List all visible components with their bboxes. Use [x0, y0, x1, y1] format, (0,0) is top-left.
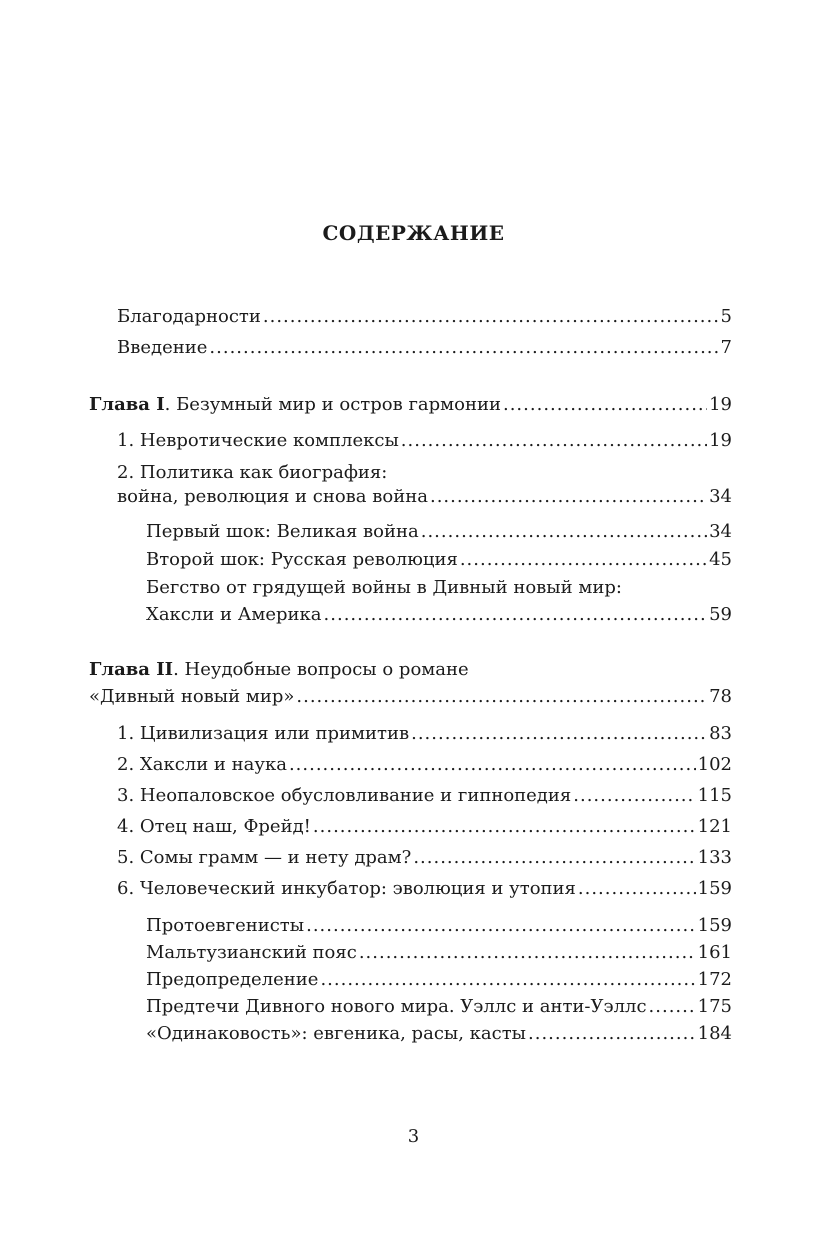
toc-entry-2-3[interactable] — [117, 784, 732, 808]
toc-leader-dots — [296, 685, 707, 709]
toc-leader-dots — [411, 722, 707, 746]
toc-entry-1-1[interactable] — [117, 429, 732, 453]
toc-entry-label: 4. Отец наш, Фрейд! — [117, 816, 311, 837]
toc-entry-page: 59 — [709, 604, 732, 625]
toc-leader-dots — [313, 815, 696, 839]
toc-chapter-heading — [89, 393, 501, 417]
page-number: 3 — [407, 1126, 420, 1147]
toc-leader-dots — [401, 429, 707, 453]
toc-subentry-precursors[interactable] — [146, 995, 732, 1019]
toc-leader-dots — [263, 305, 719, 329]
toc-entry-label: 1. Невротические комплексы — [117, 430, 399, 451]
toc-entry-label: война, революция и снова война — [117, 486, 428, 507]
toc-leader-dots — [320, 968, 695, 992]
toc-entry-page: 161 — [697, 942, 732, 963]
toc-entry-page: 102 — [697, 754, 732, 775]
toc-subentry-sameness[interactable] — [146, 1022, 732, 1046]
toc-leader-dots — [209, 336, 718, 360]
toc-entry-label: 1. Цивилизация или примитив — [117, 723, 410, 744]
toc-entry-label: Первый шок: Великая война — [146, 521, 419, 542]
toc-entry-page: 7 — [720, 337, 732, 358]
toc-leader-dots — [460, 548, 707, 572]
toc-entry-label: 2. Хаксли и наука — [117, 754, 287, 775]
toc-entry-page: 175 — [697, 996, 732, 1017]
toc-leader-dots — [324, 603, 708, 627]
toc-entry-label: Хаксли и Америка — [146, 604, 322, 625]
toc-chapter-title: . Неудобные вопросы о романе — [173, 659, 469, 680]
toc-entry-label: «Одинаковость»: евгеника, расы, касты — [146, 1023, 527, 1044]
toc-chapter-title: . Безумный мир и остров гармонии — [164, 394, 501, 415]
toc-entry-label: 6. Человеческий инкубатор: эволюция и утопия — [117, 878, 576, 899]
toc-entry-label: Введение — [117, 337, 208, 358]
toc-leader-dots — [649, 995, 696, 1019]
toc-subentry-second-shock[interactable] — [146, 548, 732, 572]
toc-leader-dots — [306, 914, 696, 938]
toc-entry-page: 184 — [697, 1023, 732, 1044]
toc-entry-introduction[interactable] — [117, 336, 732, 360]
toc-entry-2-6[interactable] — [117, 877, 732, 901]
toc-entry-page: 34 — [709, 486, 732, 507]
toc-entry-label: Протоевгенисты — [146, 915, 305, 936]
toc-leader-dots — [430, 485, 707, 509]
toc-entry-page: 133 — [697, 847, 732, 868]
toc-subentry-proto-eugenicists[interactable] — [146, 914, 732, 938]
toc-entry-2-2[interactable] — [117, 753, 732, 777]
toc-entry-acknowledgements[interactable] — [117, 305, 732, 329]
toc-entry-page: 159 — [697, 878, 732, 899]
toc-entry-page: 19 — [709, 430, 732, 451]
toc-entry-page: 159 — [697, 915, 732, 936]
toc-entry-label-line1: Бегство от грядущей войны в Дивный новый мир: — [146, 577, 622, 598]
toc-chapter-2[interactable] — [89, 658, 732, 709]
page-title: СОДЕРЖАНИЕ — [322, 221, 505, 245]
toc-leader-dots — [359, 941, 696, 965]
toc-entry-label: 5. Сомы грамм — и нету драм? — [117, 847, 412, 868]
toc-entry-2-4[interactable] — [117, 815, 732, 839]
toc-entry-label: Предтечи Дивного нового мира. Уэллс и анти-Уэллс — [146, 996, 647, 1017]
toc-chapter-1[interactable] — [89, 393, 732, 417]
toc-chapter-heading — [89, 658, 732, 682]
toc-entry-page: 34 — [709, 521, 732, 542]
toc-entry-label: Второй шок: Русская революция — [146, 549, 458, 570]
toc-entry-page: 83 — [709, 723, 732, 744]
toc-leader-dots — [289, 753, 696, 777]
toc-entry-label: Предопределение — [146, 969, 319, 990]
toc-entry-page: 121 — [697, 816, 732, 837]
toc-subentry-first-shock[interactable] — [146, 520, 732, 544]
toc-entry-2-1[interactable] — [117, 722, 732, 746]
toc-entry-label: Благодарности — [117, 306, 261, 327]
toc-leader-dots — [573, 784, 695, 808]
toc-entry-page: 78 — [709, 686, 732, 707]
toc-entry-1-2[interactable] — [117, 461, 732, 509]
toc-leader-dots — [503, 393, 707, 417]
toc-entry-page: 19 — [709, 394, 732, 415]
toc-chapter-label: Глава II — [89, 659, 174, 680]
toc-chapter-label: Глава I — [89, 394, 165, 415]
toc-entry-label: «Дивный новый мир» — [89, 686, 295, 707]
toc-leader-dots — [421, 520, 707, 544]
toc-entry-page: 5 — [720, 306, 732, 327]
toc-subentry-malthusian-belt[interactable] — [146, 941, 732, 965]
toc-entry-label: 3. Неопаловское обусловливание и гипнопедия — [117, 785, 572, 806]
toc-entry-2-5[interactable] — [117, 846, 732, 870]
toc-entry-label: Мальтузианский пояс — [146, 942, 357, 963]
toc-entry-label-line1: 2. Политика как биография: — [117, 462, 388, 483]
toc-subentry-escape[interactable] — [146, 576, 732, 627]
toc-leader-dots — [528, 1022, 696, 1046]
toc-subentry-predestination[interactable] — [146, 968, 732, 992]
toc-entry-page: 115 — [697, 785, 732, 806]
toc-entry-page: 45 — [709, 549, 732, 570]
toc-entry-page: 172 — [697, 969, 732, 990]
toc-leader-dots — [413, 846, 695, 870]
toc-leader-dots — [578, 877, 696, 901]
